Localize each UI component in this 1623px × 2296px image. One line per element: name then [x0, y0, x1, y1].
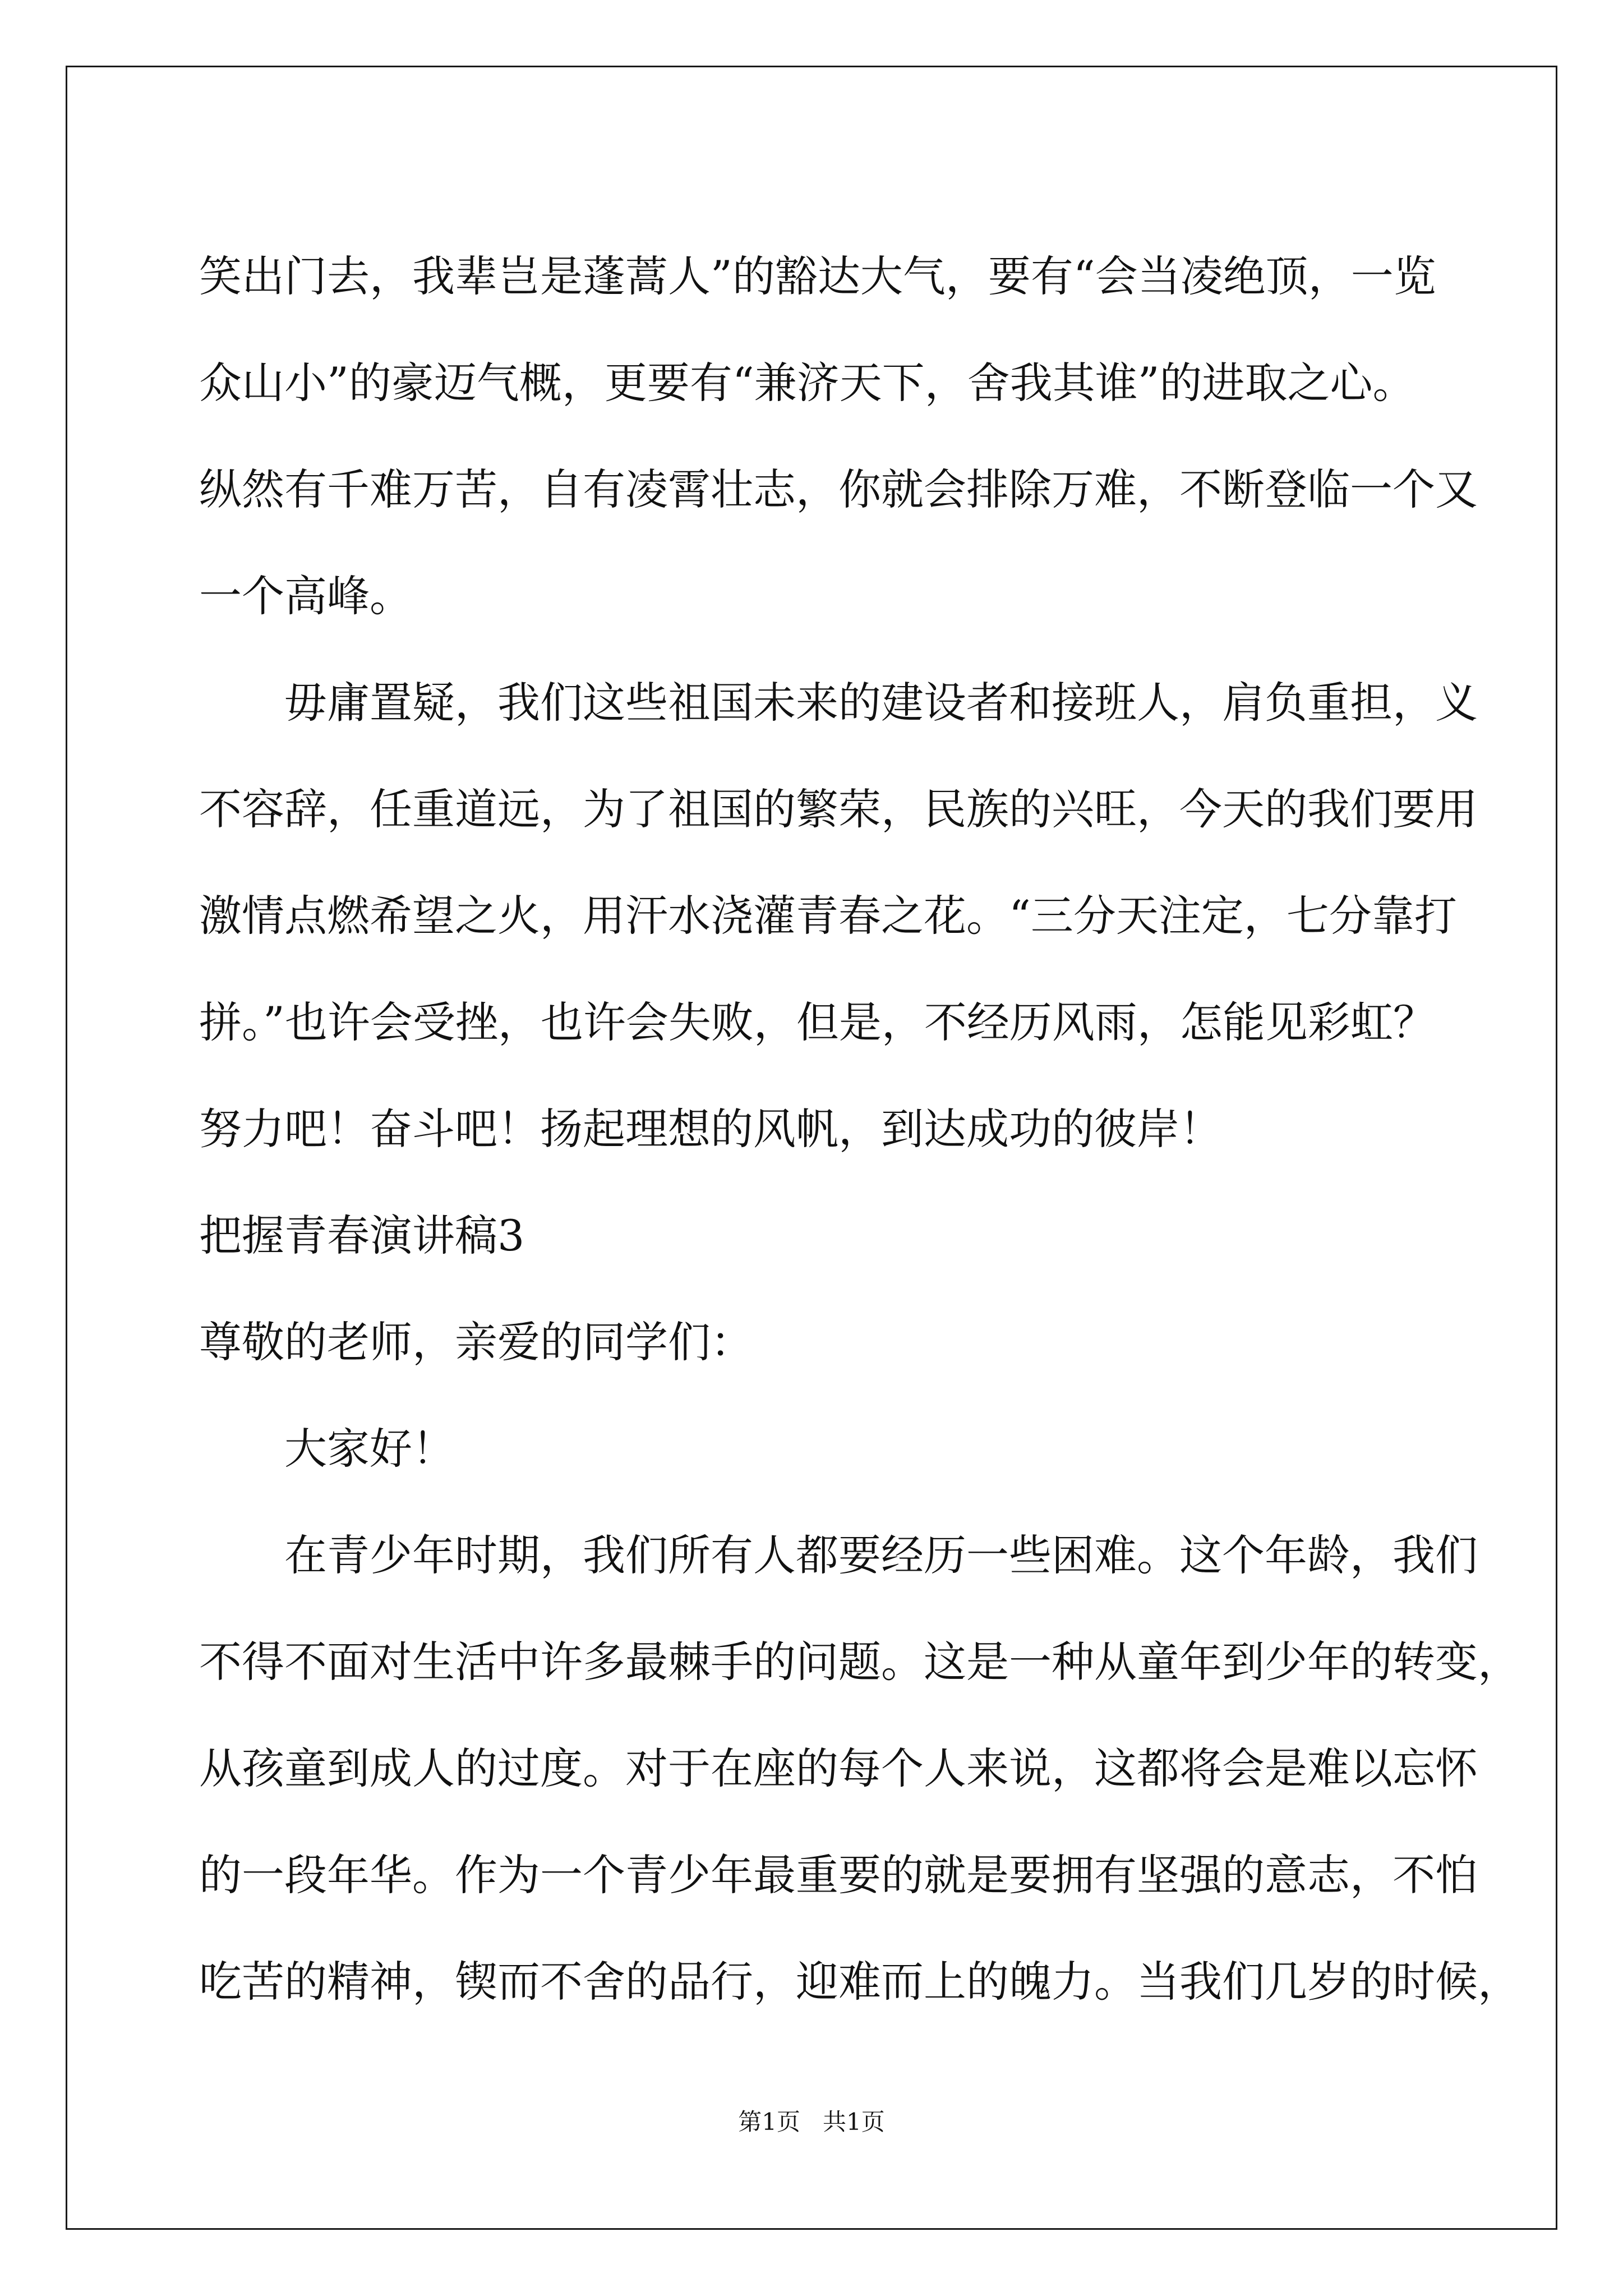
text-line: 的一段年华。作为一个青少年最重要的就是要拥有坚强的意志，不怕	[199, 1850, 1478, 1900]
greeting: 大家好！	[284, 1424, 455, 1474]
text-line: 一个高峰。	[199, 571, 412, 621]
document-body	[199, 223, 1520, 2035]
text-line: 吃苦的精神，锲而不舍的品行，迎难而上的魄力。当我们几岁的时候，	[199, 1957, 1520, 2007]
text-line: 纵然有千难万苦，自有凌霄壮志，你就会排除万难，不断登临一个又	[199, 464, 1478, 514]
text-line: 不得不面对生活中许多最棘手的问题。这是一种从童年到少年的转变，	[199, 1637, 1520, 1687]
text-line: 拼。”也许会受挫，也许会失败，但是，不经历风雨，怎能见彩虹？	[199, 997, 1436, 1047]
text-line: 不容辞，任重道远，为了祖国的繁荣，民族的兴旺，今天的我们要用	[199, 784, 1478, 834]
page-footer: 第1页 共1页	[738, 2108, 885, 2136]
text-line: 激情点燃希望之火，用汗水浇灌青春之花。“三分天注定，七分靠打	[199, 891, 1457, 941]
section-heading: 把握青春演讲稿3	[199, 1211, 525, 1260]
text-line: 毋庸置疑，我们这些祖国未来的建设者和接班人，肩负重担，义	[284, 678, 1478, 728]
text-line: 从孩童到成人的过度。对于在座的每个人来说，这都将会是难以忘怀	[199, 1743, 1478, 1793]
text-line: 努力吧！奋斗吧！扬起理想的风帆，到达成功的彼岸！	[199, 1104, 1222, 1154]
text-line: 在青少年时期，我们所有人都要经历一些困难。这个年龄，我们	[284, 1530, 1478, 1580]
salutation: 尊敬的老师，亲爱的同学们：	[199, 1317, 753, 1367]
text-line: 众山小”的豪迈气概，更要有“兼济天下，舍我其谁”的进取之心。	[199, 358, 1415, 408]
text-line: 笑出门去，我辈岂是蓬蒿人”的豁达大气，要有“会当凌绝顶，一览	[199, 251, 1436, 301]
